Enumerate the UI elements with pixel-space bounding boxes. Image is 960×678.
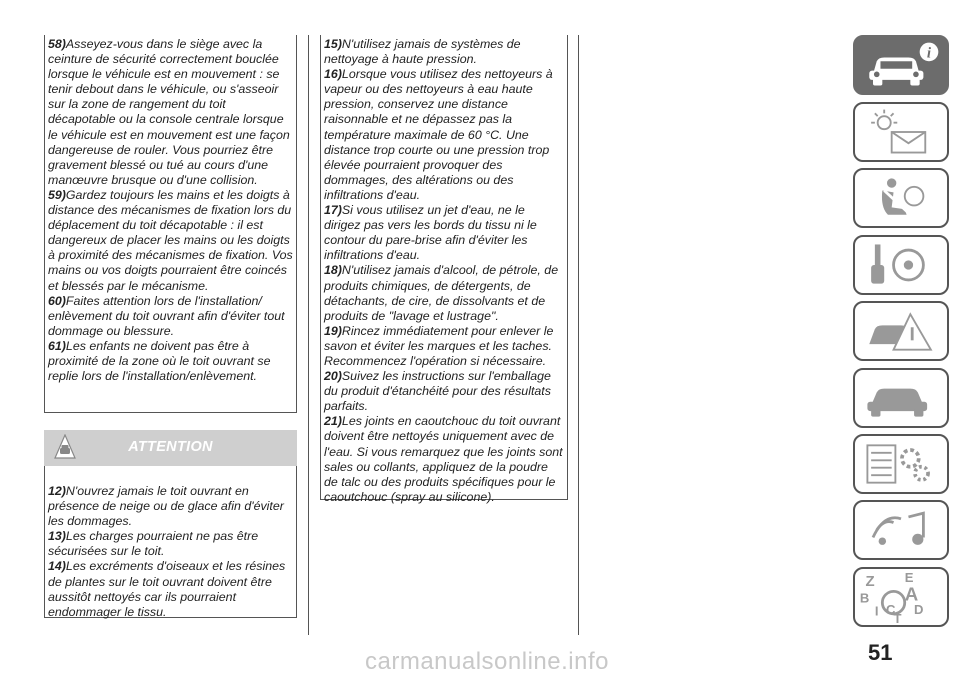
svg-text:i: i [926, 45, 932, 62]
attention-header [44, 430, 297, 466]
note-60: 60)Faites attention lors de l'installation/ enlèvement du toit ouvrant afin d'éviter tout dommage ou blessure. [48, 293, 285, 338]
tab-specs[interactable] [853, 434, 949, 494]
tab-multimedia[interactable] [853, 500, 949, 560]
note-19: 19)Rincez immédiatement pour enlever le savon et éviter les marques et les taches. Recommencez l'opération si nécessaire. [324, 323, 554, 368]
column-divider-right [578, 35, 579, 635]
index-letter: C [886, 601, 896, 617]
warning-lights-icon [855, 104, 947, 160]
note-20: 20)Suivez les instructions sur l'emballage du produit d'étanchéité pour des résultats parfaits. [324, 369, 551, 414]
key-steering-icon [855, 237, 947, 293]
note-18: 18)N'utilisez jamais d'alcool, de pétrole, de produits chimiques, de détergents, de détachants, de cire, de dissolvants et de produits de "lavage et lustrage". [324, 263, 559, 323]
note-59: 59)Gardez toujours les mains et les doigts à distance des mécanismes de fixation lors du déplacement du toit décapotable : il est dangereux de placer les mains ou les doigts à proximité des mécanismes de fixation. Vos mains ou vos doigts pourraient être coincés et blessés par le mécanisme. [48, 187, 293, 293]
tab-index[interactable] [853, 567, 949, 627]
note-21: 21)Les joints en caoutchouc du toit ouvrant doivent être nettoyés uniquement avec de l'eau. Si vous remarquez que les joints sont sales ou collants, appliquez de la poudre de talc ou des produits spécifiques pour le caoutchouc (spray au silicone). [324, 414, 563, 504]
index-letter: A [904, 583, 919, 605]
right-column-notes [320, 35, 568, 504]
multimedia-icon [855, 502, 947, 558]
index-letter: Z [865, 572, 875, 590]
index-letter: I [874, 603, 879, 619]
seat-safety-icon [855, 170, 947, 226]
left-column-notes [44, 35, 297, 413]
note-14: 14)Les excréments d'oiseaux et les résines de plantes sur le toit ouvrant doivent être aussitôt nettoyés car ils pourraient endommager le tissu. [48, 559, 286, 619]
car-maintenance-icon [855, 370, 947, 426]
tab-warning-lights[interactable] [853, 102, 949, 162]
note-16: 16)Lorsque vous utilisez des nettoyeurs à vapeur ou des nettoyeurs à eau haute pression, conservez une distance raisonnable et ne dépassez pas la température maximale de 60 °C. Une distance trop courte ou une pression trop élevée pourraient provoquer des dommages, des altérations ou des infiltrations d'eau. [324, 67, 553, 202]
index-letters-icon [855, 569, 947, 625]
note-12: 12)N'ouvrez jamais le toit ouvrant en présence de neige ou de glace afin d'éviter les dommages. [48, 484, 284, 529]
index-letter: D [914, 601, 924, 617]
index-letter: E [904, 570, 914, 586]
note-15: 15)N'utilisez jamais de systèmes de nettoyage à haute pression. [324, 37, 521, 67]
index-letter: B [859, 590, 870, 606]
watermark: carmanualsonline.info [365, 648, 609, 675]
index-letter: T [893, 611, 902, 625]
page-number: 51 [868, 640, 893, 665]
tab-emergency[interactable] [853, 301, 949, 361]
note-17: 17)Si vous utilisez un jet d'eau, ne le dirigez pas vers les bords du tissu ni le contour du pare-brise afin d'éviter les infiltrations d'eau. [324, 203, 537, 263]
note-58: 58)Asseyez-vous dans le siège avec la ceinture de sécurité correctement bouclée lorsque le véhicule est en mouvement : se tenir debout dans le véhicule, ou s'asseoir sur la zone de rangement du toit décapotable ou la console centrale lorsque le véhicule est en mouvement est une façon dangereuse de rouler. Vous pourriez être gravement blessé ou tué au cours d'une manœuvre brusque ou d'une collision. [48, 37, 290, 187]
column-divider [308, 35, 309, 635]
note-61: 61)Les enfants ne doivent pas être à proximité de la zone où le toit ouvrant se replie lors de l'installation/enlèvement. [48, 338, 271, 384]
attention-notes [44, 466, 297, 618]
tab-car-info[interactable] [853, 35, 949, 95]
emergency-icon [855, 303, 947, 359]
attention-title: ATTENTION [128, 439, 213, 455]
car-info-icon [855, 37, 947, 93]
tab-seat-safety[interactable] [853, 168, 949, 228]
note-13: 13)Les charges pourraient ne pas être sécurisées sur le toit. [48, 529, 259, 559]
tab-key-steering[interactable] [853, 235, 949, 295]
specs-gears-icon [855, 436, 947, 492]
tab-car-maintenance[interactable] [853, 368, 949, 428]
